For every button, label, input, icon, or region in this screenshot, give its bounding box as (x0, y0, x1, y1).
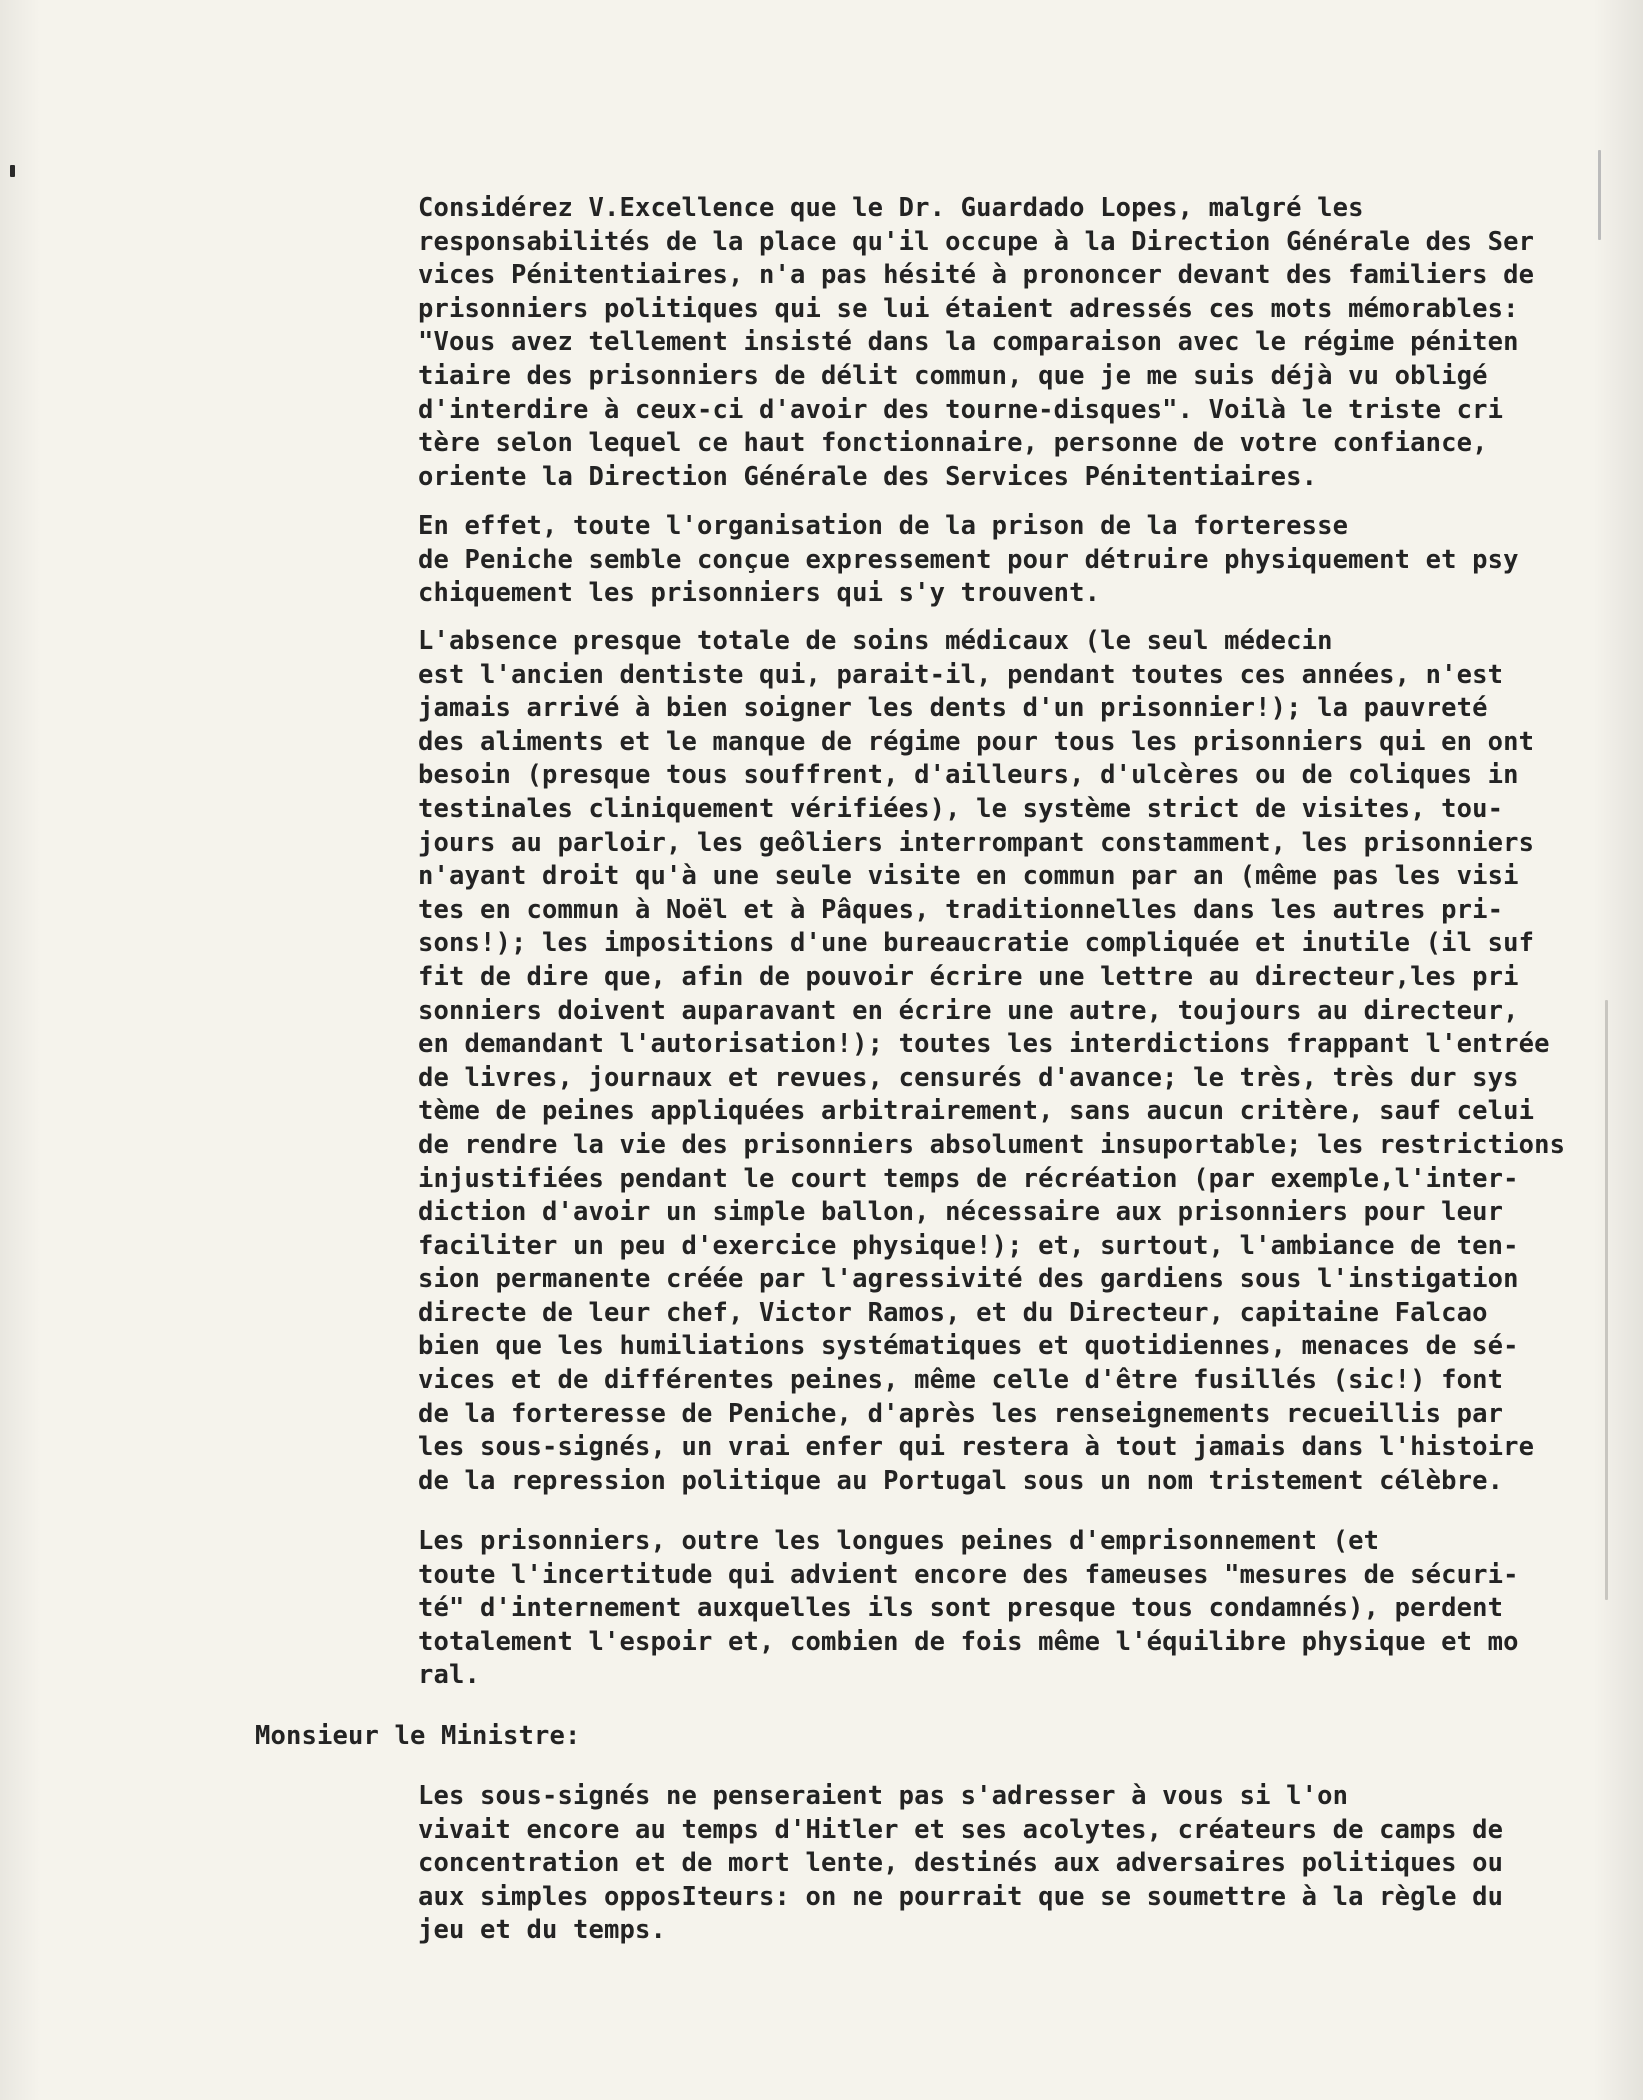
text-line: de la repression politique au Portugal sous un nom tristement célèbre. (418, 1465, 1504, 1496)
paragraph-text (255, 192, 1535, 494)
text-line: sion permanente créée par l'agressivité des gardiens sous l'instigation (418, 1264, 1519, 1295)
closing-paragraph (255, 1780, 1504, 1948)
paragraph-text (255, 510, 1519, 611)
text-line: tiaire des prisonniers de délit commun, que je me suis déjà vu obligé (418, 360, 1488, 391)
text-line: Les prisonniers, outre les longues peines d'emprisonnement (et (418, 1526, 1380, 1556)
text-line: prisonniers politiques qui se lui étaient adressés ces mots mémorables: (418, 293, 1519, 324)
text-line: tes en commun à Noël et à Pâques, traditionnelles dans les autres pri- (418, 894, 1504, 925)
paragraph-text (255, 625, 1566, 1498)
text-line: concentration et de mort lente, destinés aux adversaires politiques ou (418, 1848, 1504, 1879)
text-line: de Peniche semble conçue expressement pour détruire physiquement et psy (418, 544, 1519, 575)
text-line: est l'ancien dentiste qui, parait-il, pendant toutes ces années, n'est (418, 659, 1504, 690)
text-line: jours au parloir, les geôliers interrompant constamment, les prisonniers (418, 827, 1535, 858)
text-line: jamais arrivé à bien soigner les dents d'un prisonnier!); la pauvreté (418, 693, 1488, 724)
text-line: sons!); les impositions d'une bureaucratie compliquée et inutile (il suf (418, 928, 1535, 959)
text-line: faciliter un peu d'exercice physique!); et, surtout, l'ambiance de ten- (418, 1230, 1519, 1261)
text-line: responsabilités de la place qu'il occupe à la Direction Générale des Ser (418, 226, 1535, 257)
paragraph-2 (255, 510, 1519, 611)
text-line: de rendre la vie des prisonniers absolument insuportable; les restrictions (418, 1129, 1566, 1160)
text-line: injustifiées pendant le court temps de récréation (par exemple,l'inter- (418, 1163, 1519, 1194)
text-line: vices et de différentes peines, même celle d'être fusillés (sic!) font (418, 1365, 1504, 1396)
paragraph-4 (255, 1525, 1519, 1693)
text-line: L'absence presque totale de soins médicaux (le seul médecin (418, 626, 1333, 656)
text-line: directe de leur chef, Victor Ramos, et du Directeur, capitaine Falcao (418, 1297, 1488, 1328)
text-line: fit de dire que, afin de pouvoir écrire une lettre au directeur,les pri (418, 961, 1519, 992)
paragraph-3 (255, 625, 1566, 1498)
text-line: les sous-signés, un vrai enfer qui restera à tout jamais dans l'histoire (418, 1432, 1535, 1463)
text-line: de livres, journaux et revues, censurés d'avance; le très, très dur sys (418, 1062, 1519, 1093)
text-line: jeu et du temps. (418, 1915, 667, 1946)
text-line: testinales cliniquement vérifiées), le système strict de visites, tou- (418, 793, 1504, 824)
text-line: tème de peines appliquées arbitrairement, sans aucun critère, sauf celui (418, 1096, 1535, 1127)
text-line: Considérez V.Excellence que le Dr. Guardado Lopes, malgré les (418, 193, 1364, 223)
paragraph-text (255, 1780, 1504, 1948)
text-line: chiquement les prisonniers qui s'y trouvent. (418, 578, 1101, 609)
text-line: totalement l'espoir et, combien de fois même l'équilibre physique et mo (418, 1626, 1519, 1657)
scan-speck (10, 165, 15, 177)
text-line: aux simples opposIteurs: on ne pourrait que se soumettre à la règle du (418, 1881, 1504, 1912)
text-line: des aliments et le manque de régime pour tous les prisonniers qui en ont (418, 726, 1535, 757)
text-line: oriente la Direction Générale des Services Pénitentiaires. (418, 461, 1318, 492)
paragraph-text (255, 1525, 1519, 1693)
text-line: diction d'avoir un simple ballon, nécessaire aux prisonniers pour leur (418, 1197, 1504, 1228)
text-line: "Vous avez tellement insisté dans la comparaison avec le régime péniten (418, 327, 1519, 358)
text-line: sonniers doivent auparavant en écrire une autre, toujours au directeur, (418, 995, 1519, 1026)
text-line: tère selon lequel ce haut fonctionnaire, personne de votre confiance, (418, 428, 1488, 459)
text-line: d'interdire à ceux-ci d'avoir des tourne-disques". Voilà le triste cri (418, 394, 1504, 425)
text-line: besoin (presque tous souffrent, d'ailleurs, d'ulcères ou de coliques in (418, 760, 1519, 791)
text-line: ral. (418, 1660, 481, 1691)
scan-speck (1598, 150, 1601, 240)
text-line: toute l'incertitude qui advient encore des fameuses "mesures de sécuri- (418, 1559, 1519, 1590)
text-line: vivait encore au temps d'Hitler et ses acolytes, créateurs de camps de (418, 1814, 1504, 1845)
text-line: té" d'internement auxquelles ils sont presque tous condamnés), perdent (418, 1593, 1504, 1624)
text-line: n'ayant droit qu'à une seule visite en commun par an (même pas les visi (418, 861, 1519, 892)
text-line: Les sous-signés ne penseraient pas s'adresser à vous si l'on (418, 1781, 1349, 1811)
text-line: En effet, toute l'organisation de la prison de la forteresse (418, 511, 1349, 541)
text-line: bien que les humiliations systématiques et quotidiennes, menaces de sé- (418, 1331, 1519, 1362)
text-line: vices Pénitentiaires, n'a pas hésité à prononcer devant des familiers de (418, 260, 1535, 291)
salutation: Monsieur le Ministre: (255, 1721, 581, 1751)
text-line: de la forteresse de Peniche, d'après les renseignements recueillis par (418, 1398, 1504, 1429)
text-line: en demandant l'autorisation!); toutes les interdictions frappant l'entrée (418, 1029, 1550, 1060)
paragraph-1 (255, 192, 1535, 494)
scan-speck (1605, 1000, 1608, 1600)
